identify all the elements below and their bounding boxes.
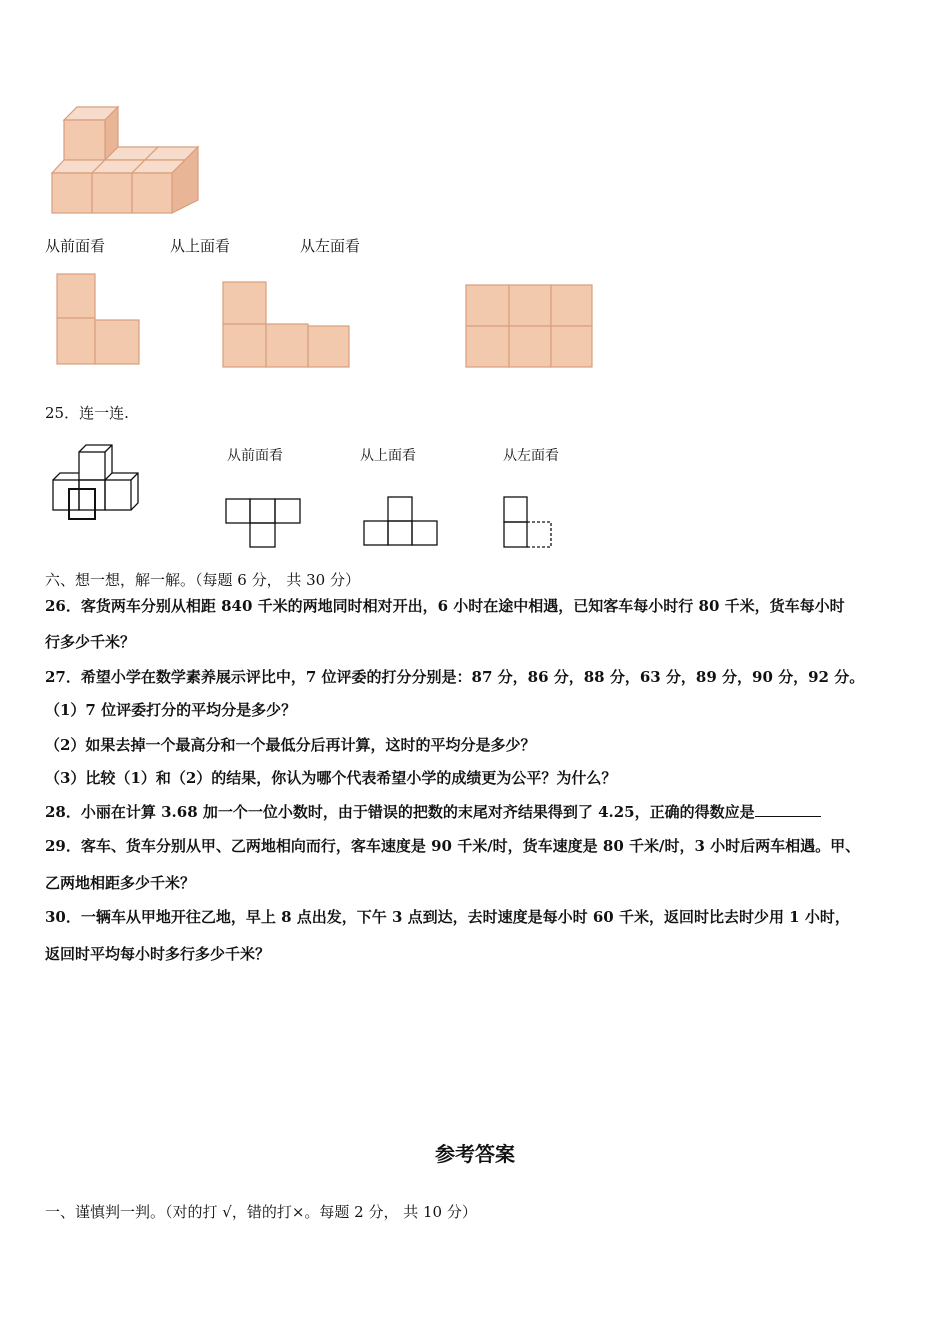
q30-line1: 30．一辆车从甲地开往乙地，早上 8 点出发，下午 3 点到达，去时速度是每小时 60 千米，返回时比去时少用 1 小时， [45,908,850,926]
q28-text: 28．小丽在计算 3.68 加一个一位小数时，由于错误的把数的末尾对齐结果得到了 4.25，正确的得数应是 [45,803,755,821]
q25-label-front: 从前面看 [227,448,283,464]
q27-sub2: （2）如果去掉一个最高分和一个最低分后再计算，这时的平均分是多少？ [45,736,536,754]
view-label-left: 从左面看 [300,237,361,255]
view-label-top: 从上面看 [170,237,231,255]
q30-line2: 返回时平均每小时多行多少千米？ [45,945,271,963]
q25-cube-figure [50,443,150,523]
q28-question [45,802,821,822]
q25-front-view-figure [225,498,305,550]
q27-sub1: （1）7 位评委打分的平均分是多少？ [45,701,297,719]
q25-left-view-figure [503,496,557,550]
cube-arrangement-figure [50,105,210,217]
q26-line2: 行多少千米？ [45,633,136,651]
front-view-figure [57,274,141,366]
q29-line2: 乙两地相距多少千米？ [45,874,196,892]
q27-sub3: （3）比较（1）和（2）的结果，你认为哪个代表希望小学的成绩更为公平？为什么？ [45,769,617,787]
q25-title: 25．连一连. [45,404,129,422]
top-view-figure [223,282,351,368]
q29-line1: 29．客车、货车分别从甲、乙两地相向而行，客车速度是 90 千米/时，货车速度是 80 千米/时，3 小时后两车相遇。甲、 [45,837,861,855]
q25-label-top: 从上面看 [360,448,416,464]
q25-top-view-figure [364,496,442,548]
answers-title: 参考答案 [435,1142,515,1166]
q26-line1: 26．客货两车分别从相距 840 千米的两地同时相对开出，6 小时在途中相遇，已知客车每小时行 80 千米，货车每小时 [45,597,845,615]
answer-blank[interactable] [755,802,821,817]
view-label-front: 从前面看 [45,237,106,255]
answers-section1: 一、谨慎判一判。（对的打 √，错的打×。每题 2 分， 共 10 分） [45,1203,477,1221]
section6-title: 六、想一想，解一解。（每题 6 分， 共 30 分） [45,571,360,589]
q25-label-left: 从左面看 [503,448,559,464]
left-view-figure [466,285,594,369]
q27-line1: 27．希望小学在数学素养展示评比中，7 位评委的打分分别是：87 分，86 分，88 分，63 分，89 分，90 分，92 分。 [45,668,865,686]
